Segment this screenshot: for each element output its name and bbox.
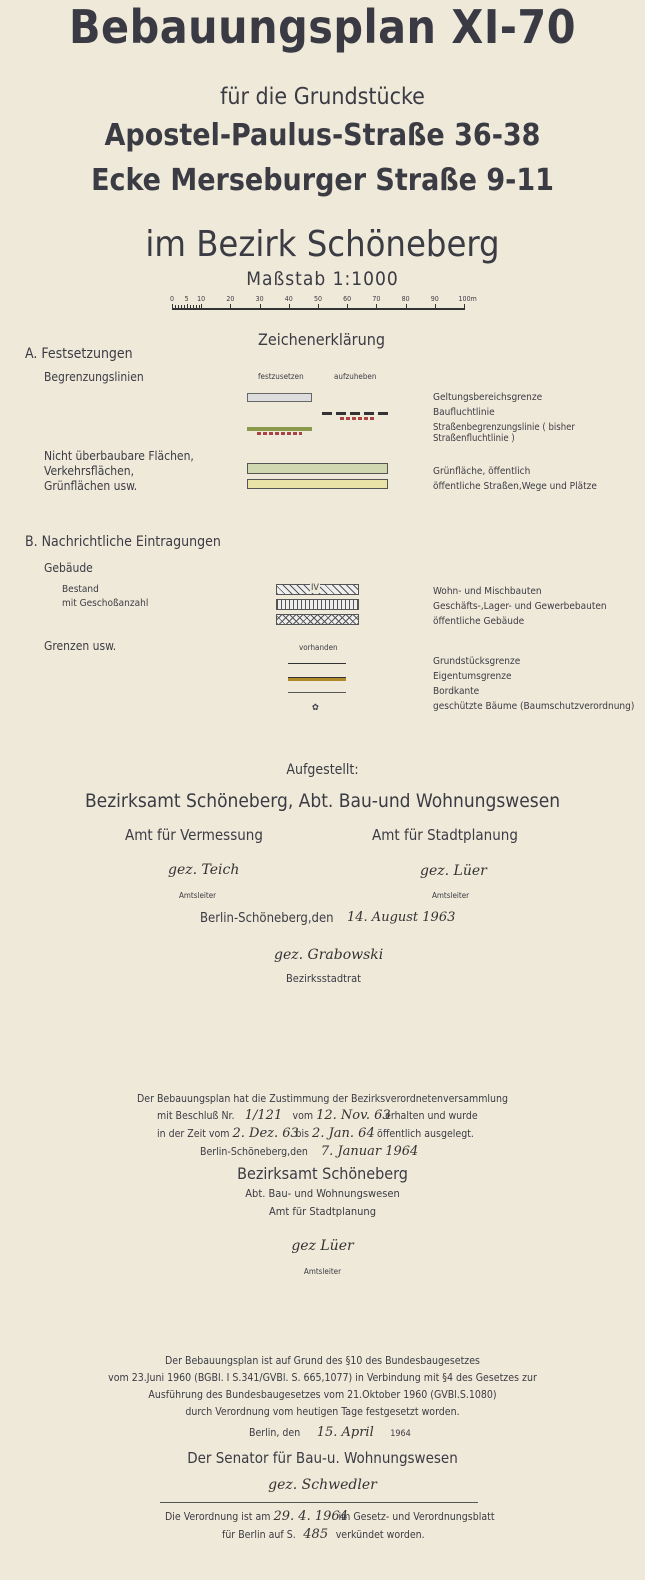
geschoss-label: mit Geschoßanzahl	[62, 598, 149, 609]
aufgestellt-place: Berlin-Schöneberg,den	[200, 911, 334, 926]
scale-tick	[289, 304, 290, 310]
nicht-label-1: Nicht überbaubare Flächen,	[44, 449, 194, 463]
scale-tick	[187, 304, 188, 310]
building-label-0: Wohn- und Mischbauten	[433, 586, 542, 597]
gruen-label-1: öffentliche Straßen,Wege und Plätze	[433, 481, 597, 492]
aufgestellt-label: Aufgestellt:	[286, 762, 359, 778]
beschluss-nr: 1/121	[244, 1108, 283, 1123]
scale-tick	[230, 304, 231, 310]
scale-tick	[376, 304, 377, 310]
section-a-heading: A. Festsetzungen	[25, 346, 133, 362]
legend-gruenflaeche-symbol	[247, 463, 388, 474]
scale-tick	[406, 304, 407, 310]
z4-date: 7. Januar 1964	[320, 1144, 419, 1159]
amtsleiter-1: Amtsleiter	[179, 891, 217, 900]
legend-gewerbe-symbol	[276, 599, 359, 610]
scale-tick-label: 0	[169, 295, 175, 303]
legend-bordkante	[288, 692, 346, 693]
scale-tick-label: 80	[401, 295, 410, 303]
legend-baufluchtlinie-old	[322, 412, 388, 415]
district	[0, 224, 645, 265]
grenz-label-1: Eigentumsgrenze	[433, 671, 512, 682]
scale-tick-label: 50	[313, 295, 323, 303]
begrenzung-label: Begrenzungslinien	[44, 370, 144, 384]
verordnung-date: 29. 4. 1964	[273, 1509, 348, 1524]
col-festzusetzen: festzusetzen	[258, 372, 304, 381]
v2-end: verkündet worden.	[335, 1529, 425, 1541]
scale-tick-label: 90	[430, 295, 439, 303]
v1-end: im Gesetz- und Verordnungsblatt	[338, 1511, 495, 1523]
line-label-0: Geltungsbereichsgrenze	[433, 392, 543, 403]
aufgestellt-date: 14. August 1963	[347, 910, 456, 925]
beschluss-date: 12. Nov. 63	[316, 1108, 391, 1123]
signature-lueer-2: gez Lüer	[291, 1238, 354, 1254]
f5-date: 15. April	[316, 1425, 374, 1440]
scale-label: Maßstab 1:1000	[246, 268, 399, 290]
col-aufzuheben: aufzuheben	[334, 372, 377, 381]
scale-tick	[172, 304, 173, 310]
legend-oeffentlich-symbol	[276, 614, 359, 625]
scale-tick-label: 5	[184, 295, 189, 303]
grenz-label-0: Grundstücksgrenze	[433, 656, 521, 667]
legend-grundstuecksgrenze	[288, 663, 346, 664]
festsetzung-line-5	[249, 1425, 411, 1440]
signature-schwedler: gez. Schwedler	[268, 1477, 377, 1493]
v2-text: für Berlin auf S.	[222, 1529, 296, 1541]
scale-tick-label: 100m	[458, 295, 477, 303]
verordnung-line-2	[222, 1527, 425, 1542]
zustimmung-abt: Abt. Bau- und Wohnungswesen	[245, 1187, 400, 1200]
z2-vom: vom	[292, 1110, 314, 1122]
bezirksstadtrat: Bezirksstadtrat	[286, 972, 362, 985]
senator: Der Senator für Bau-u. Wohnungswesen	[187, 1449, 458, 1467]
z3-bis: bis	[295, 1128, 310, 1140]
divider	[160, 1502, 478, 1503]
line-label-1: Baufluchtlinie	[433, 407, 495, 418]
scale-bar	[169, 295, 477, 315]
zustimmung-office: Bezirksamt Schöneberg	[237, 1164, 408, 1183]
bestand-label: Bestand	[62, 584, 99, 595]
f5-text: Berlin, den	[249, 1427, 301, 1439]
auslegung-start: 2. Dez. 63	[232, 1126, 299, 1141]
gebaeude-label: Gebäude	[44, 561, 93, 575]
auslegung-end: 2. Jan. 64	[312, 1126, 375, 1141]
zustimmung-amtsleiter: Amtsleiter	[303, 1267, 342, 1276]
festsetzung-line-1: Der Bebauungsplan ist auf Grund des §10 des Bundesbaugesetzes	[165, 1355, 480, 1367]
verordnung-page: 485	[303, 1527, 329, 1542]
legend-eigentumsgrenze	[288, 677, 346, 681]
z2-end: erhalten und wurde	[385, 1110, 478, 1122]
z3-text: in der Zeit vom	[157, 1128, 230, 1140]
zustimmung-line-4	[200, 1144, 418, 1159]
grenz-label-2: Bordkante	[433, 686, 480, 697]
festsetzung-line-4: durch Verordnung vom heutigen Tage festgesetzt worden.	[185, 1406, 460, 1418]
scale-tick	[347, 304, 348, 310]
z3-end: öffentlich ausgelegt.	[377, 1128, 474, 1140]
line-label-2: Straßenbegrenzungslinie ( bisher Straßenfluchtlinie )	[433, 422, 575, 444]
festsetzung-line-3: Ausführung des Bundesbaugesetzes vom 21.Oktober 1960 (GVBl.S.1080)	[148, 1389, 497, 1401]
signature-lueer-1: gez. Lüer	[420, 863, 487, 879]
zustimmung-line-2	[157, 1108, 478, 1123]
z4-text: Berlin-Schöneberg,den	[200, 1146, 308, 1158]
district-text: im Bezirk Schöneberg	[145, 224, 500, 265]
f5-year: 1964	[390, 1429, 411, 1439]
legend-strassen-new	[247, 427, 312, 431]
scale-tick-label: 70	[372, 295, 381, 303]
signature-teich: gez. Teich	[168, 862, 240, 878]
scale-tick	[318, 304, 319, 310]
signature-grabowski: gez. Grabowski	[274, 947, 384, 963]
section-b-heading: B. Nachrichtliche Eintragungen	[25, 534, 221, 550]
street-line-1: Apostel-Paulus-Straße 36-38	[104, 118, 541, 153]
v1-text: Die Verordnung ist am	[165, 1511, 271, 1523]
amt-stadtplanung: Amt für Stadtplanung	[372, 826, 518, 844]
street-line-2: Ecke Merseburger Straße 9-11	[91, 163, 554, 198]
scale-tick-label: 30	[255, 295, 264, 303]
gruen-label-0: Grünfläche, öffentlich	[433, 466, 531, 477]
building-label-2: öffentliche Gebäude	[433, 616, 525, 627]
amtsleiter-2: Amtsleiter	[432, 891, 470, 900]
nicht-label-3: Grünflächen usw.	[44, 479, 138, 493]
scale-tick-label: 60	[343, 295, 352, 303]
scale-tick	[260, 304, 261, 310]
aufgestellt-office: Bezirksamt Schöneberg, Abt. Bau-und Wohnungswesen	[84, 790, 561, 812]
legend-geltungsbereich-symbol	[247, 393, 312, 402]
legend-strassen-symbol	[247, 479, 388, 489]
scale-tick-label: 10	[197, 295, 206, 303]
legend-heading: Zeichenerklärung	[258, 330, 385, 349]
scale-tick-label: 40	[284, 295, 293, 303]
plan-title: Bebauungsplan XI-70	[69, 0, 576, 54]
verordnung-line-1	[165, 1509, 495, 1524]
legend-strassen-old	[340, 417, 374, 420]
nicht-label-2: Verkehrsflächen,	[44, 464, 135, 478]
tree-icon: ✿	[312, 703, 319, 713]
scale-tick	[435, 304, 436, 310]
festsetzung-line-2: vom 23.Juni 1960 (BGBl. I S.341/GVBl. S. 665,1077) in Verbindung mit §4 des Gesetzes zur	[108, 1372, 537, 1384]
zustimmung-amt: Amt für Stadtplanung	[269, 1205, 376, 1218]
scale-tick-label: 20	[226, 295, 235, 303]
z2-text: mit Beschluß Nr.	[157, 1110, 235, 1122]
vorhanden-label: vorhanden	[299, 643, 338, 652]
grenz-label-3: geschützte Bäume (Baumschutzverordnung)	[433, 701, 635, 712]
zustimmung-line-3	[157, 1126, 474, 1141]
roman-numeral: IV	[311, 583, 319, 593]
subtitle: für die Grundstücke	[220, 84, 425, 110]
scale-tick	[201, 304, 202, 310]
building-label-1: Geschäfts-,Lager- und Gewerbebauten	[433, 601, 607, 612]
amt-vermessung: Amt für Vermessung	[125, 826, 263, 844]
grenzen-label: Grenzen usw.	[44, 639, 117, 653]
scale-tick	[464, 304, 465, 310]
legend-strassen-new-2	[257, 432, 302, 435]
zustimmung-line-1: Der Bebauungsplan hat die Zustimmung der Bezirksverordnetenversammlung	[136, 1093, 508, 1105]
